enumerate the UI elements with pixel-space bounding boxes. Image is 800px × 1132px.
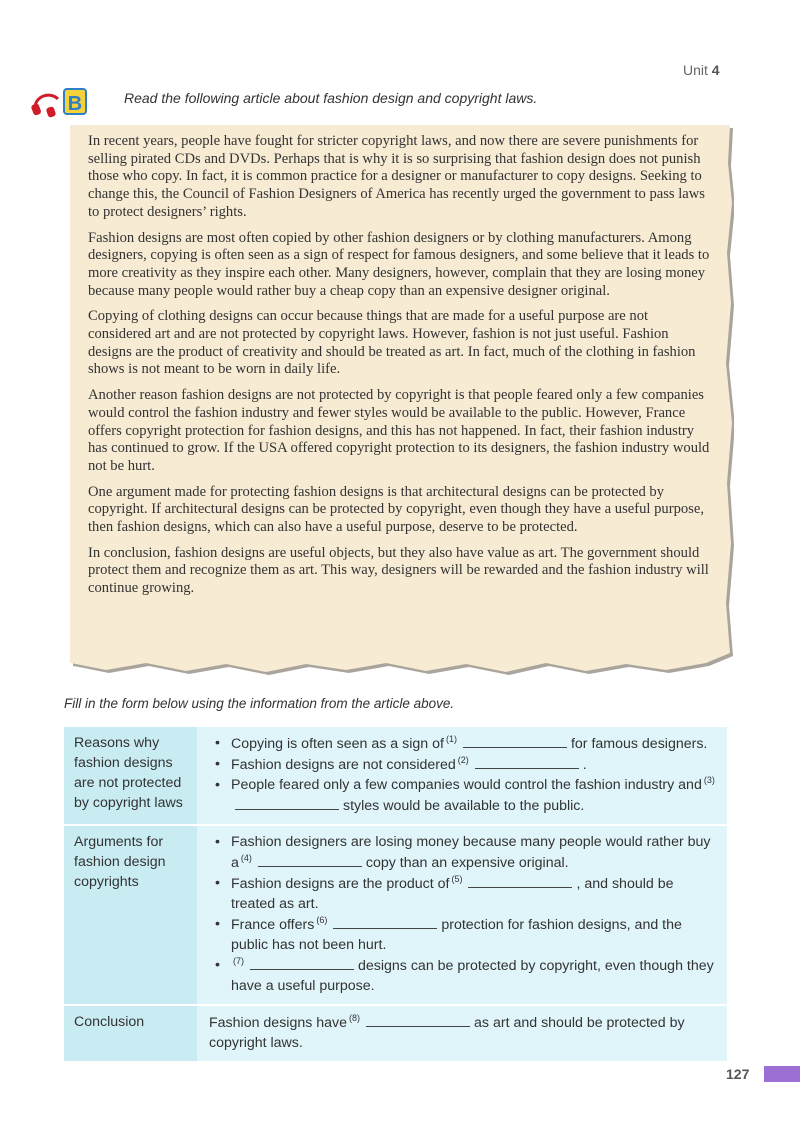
blank-number: (6) bbox=[316, 915, 328, 926]
article-paragraph: In conclusion, fashion designs are useful objects, but they also have value as art. The government should protect them and recognize them as art. This way, designers will be rewarded and the fashion industry will continue growing. bbox=[88, 544, 709, 597]
row-label: Reasons why fashion designs are not protected by copyright laws bbox=[64, 727, 197, 825]
page-accent-bar bbox=[764, 1066, 800, 1082]
svg-text:B: B bbox=[67, 93, 83, 115]
blank-7[interactable] bbox=[250, 955, 354, 970]
blank-number: (3) bbox=[703, 775, 715, 786]
form-row-arguments bbox=[64, 825, 727, 1005]
blank-number: (4) bbox=[240, 853, 252, 864]
row-content bbox=[197, 825, 727, 1005]
blank-6[interactable] bbox=[333, 914, 437, 929]
row-label: Conclusion bbox=[64, 1005, 197, 1062]
article-paragraph: Copying of clothing designs can occur because things that are made for a useful purpose are not considered art and are not protected by copyright laws. However, fashion is not just useful. Fashion designs are the product of creativity and should be treated as art. In fact, much of the clothing in fashion shows is not meant to be worn in daily life. bbox=[88, 308, 696, 378]
row-label: Arguments for fashion design copyrights bbox=[64, 825, 197, 1005]
blank-3[interactable] bbox=[235, 795, 339, 810]
form-bullet: • Fashion designers are losing money because many people would rather buy a $^{(4)}$ copy than an expensive original. bbox=[209, 832, 719, 873]
unit-label: Unit bbox=[683, 62, 708, 78]
article-text bbox=[88, 133, 714, 606]
form-bullet: • $^{(7)}$ designs can be protected by copyright, even though they have a useful purpose. bbox=[209, 955, 719, 996]
form-bullet: • Copying is often seen as a sign of $^{(1)}$ for famous designers. bbox=[209, 733, 719, 754]
blank-number: (8) bbox=[349, 1013, 361, 1024]
row-content bbox=[197, 727, 727, 825]
blank-2[interactable] bbox=[475, 754, 579, 769]
form-row-reasons bbox=[64, 727, 727, 825]
blank-number: (5) bbox=[451, 874, 463, 885]
unit-number: 4 bbox=[711, 62, 720, 78]
fill-in-form bbox=[64, 727, 727, 1063]
form-bullet: • People feared only a few companies would control the fashion industry and $^{(3)}$styles would be available to the public. bbox=[209, 775, 719, 816]
headphones-icon bbox=[31, 95, 58, 118]
section-header-icons bbox=[30, 86, 88, 123]
article-paragraph: In recent years, people have fought for stricter copyright laws, and now there are severe punishments for selling pirated CDs and DVDs. Perhaps that is why it is so surprising that fashion design does not punish those who copy. In fact, it is common practice for a designer or manufacturer to copy designs. Seeking to change this, the Council of Fashion Designers of America has recently urged the government to pass laws to protect designers’ rights. bbox=[88, 133, 705, 220]
blank-1[interactable] bbox=[463, 733, 567, 748]
form-row-conclusion bbox=[64, 1005, 727, 1062]
page-number: 127 bbox=[726, 1066, 750, 1082]
blank-number: (1) bbox=[445, 734, 457, 745]
blank-number: (7) bbox=[233, 956, 244, 967]
form-instruction: Fill in the form below using the information from the article above. bbox=[64, 696, 455, 711]
reading-instruction: Read the following article about fashion design and copyright laws. bbox=[124, 90, 538, 106]
article-paper bbox=[66, 123, 734, 683]
blank-8[interactable] bbox=[366, 1012, 470, 1027]
blank-number: (2) bbox=[457, 755, 469, 766]
blank-4[interactable] bbox=[258, 852, 362, 867]
form-bullet: • Fashion designs are not considered $^{(2)}$ . bbox=[209, 754, 719, 775]
row-content: Fashion designs have $^{(8)}$ as art and should be protected by copyright laws. bbox=[197, 1005, 727, 1062]
form-bullet: • Fashion designs are the product of $^{(5)}$ , and should be treated as art. bbox=[209, 873, 719, 914]
blank-5[interactable] bbox=[468, 873, 572, 888]
article-paragraph: One argument made for protecting fashion designs is that architectural designs can be protected by copyright. If architectural designs can be protected by copyright, even though they have a useful purpose, then fashion designs, which can also have a useful purpose, deserve to be protected. bbox=[88, 483, 704, 536]
section-b-badge bbox=[64, 89, 86, 115]
article-paragraph: Fashion designs are most often copied by other fashion designers or by clothing manufacturers. Among designers, copying is often seen as a sign of respect for famous designers, and some believe that it leads to more creativity as they inspire each other. Many designers, however, complain that they are losing money because many people would rather buy a cheap copy than an expensive designer original. bbox=[88, 229, 710, 299]
article-paragraph: Another reason fashion designs are not protected by copyright is that people feared only a few companies would control the fashion industry and fewer styles would be available to the public. However, France offers copyright protection for fashion designs, and this has not happened. In fact, their fashion industry has continued to grow. If the USA offered copyright protection to its designers, the fashion industry would not be hurt. bbox=[88, 387, 710, 474]
form-bullet: • France offers $^{(6)}$ protection for fashion designs, and the public has not been hurt. bbox=[209, 914, 719, 955]
unit-heading bbox=[683, 62, 720, 78]
